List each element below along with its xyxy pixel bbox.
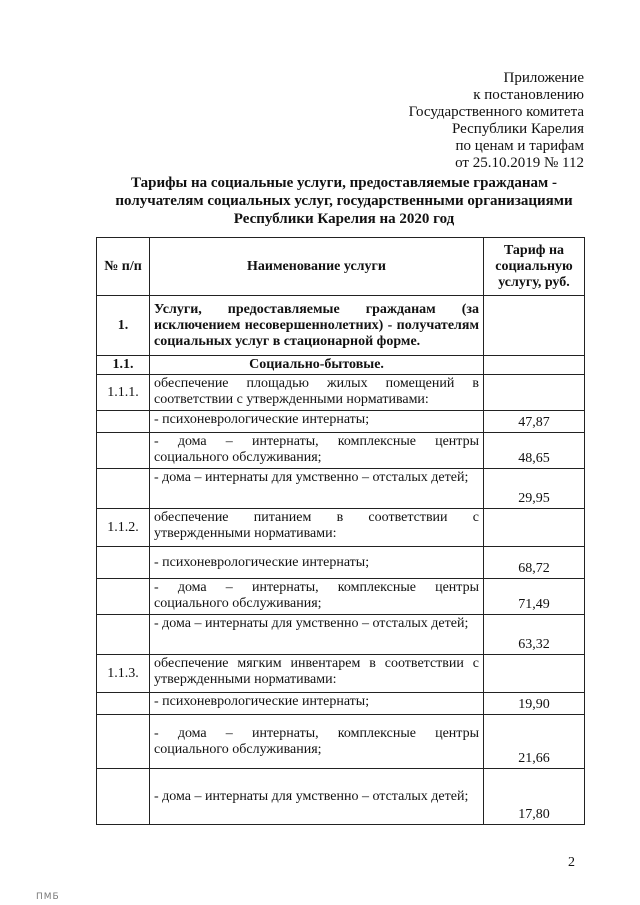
row-number-empty	[97, 433, 150, 469]
item-name: - дома – интернаты, комплексные центры социального обслуживания;	[150, 715, 484, 769]
group-number: 1.1.2.	[97, 509, 150, 547]
row-number-empty	[97, 615, 150, 655]
item-name: - дома – интернаты для умственно – отсталых детей;	[150, 469, 484, 509]
group-name: обеспечение площадью жилых помещений в соответствии с утвержденными нормативами:	[150, 375, 484, 411]
group-tariff-empty	[484, 509, 585, 547]
approval-line: Приложение	[503, 70, 584, 86]
section-row	[97, 296, 585, 356]
group-tariff-empty	[484, 655, 585, 693]
approval-line: от 25.10.2019 № 112	[455, 155, 584, 171]
row-number-empty	[97, 693, 150, 715]
table-row	[97, 693, 585, 715]
page-number: 2	[568, 855, 575, 870]
table-row	[97, 615, 585, 655]
item-tariff: 17,80	[484, 769, 585, 825]
approval-line: Республики Карелия	[451, 121, 584, 137]
item-tariff: 29,95	[484, 469, 585, 509]
item-name: - психоневрологические интернаты;	[150, 547, 484, 579]
row-number-empty	[97, 715, 150, 769]
item-tariff: 47,87	[484, 411, 585, 433]
table-row	[97, 469, 585, 509]
scan-mark: ПМБ	[36, 892, 60, 902]
item-tariff: 63,32	[484, 615, 585, 655]
header-number: № п/п	[97, 238, 150, 296]
table-row	[97, 375, 585, 411]
table-row	[97, 433, 585, 469]
item-tariff: 21,66	[484, 715, 585, 769]
subsection-row	[97, 356, 585, 375]
item-name: - дома – интернаты, комплексные центры социального обслуживания;	[150, 433, 484, 469]
item-name: - дома – интернаты, комплексные центры социального обслуживания;	[150, 579, 484, 615]
title-line: получателям социальных услуг, государственными организациями	[115, 193, 573, 209]
table-row	[97, 547, 585, 579]
table-row	[97, 579, 585, 615]
item-name: - дома – интернаты для умственно – отсталых детей;	[150, 615, 484, 655]
document-title	[80, 174, 608, 228]
approval-line: Государственного комитета	[408, 104, 584, 120]
title-line: Тарифы на социальные услуги, предоставляемые гражданам -	[131, 175, 557, 191]
item-tariff: 68,72	[484, 547, 585, 579]
table-row	[97, 715, 585, 769]
group-number: 1.1.1.	[97, 375, 150, 411]
table-header-row	[97, 238, 585, 296]
group-name: обеспечение питанием в соответствии с утвержденными нормативами:	[150, 509, 484, 547]
section-number: 1.	[97, 296, 150, 356]
subsection-number: 1.1.	[97, 356, 150, 375]
header-service: Наименование услуги	[150, 238, 484, 296]
item-name: - дома – интернаты для умственно – отсталых детей;	[150, 769, 484, 825]
item-name: - психоневрологические интернаты;	[150, 411, 484, 433]
item-name: - психоневрологические интернаты;	[150, 693, 484, 715]
row-number-empty	[97, 469, 150, 509]
row-number-empty	[97, 769, 150, 825]
approval-line: по ценам и тарифам	[455, 138, 584, 154]
approval-stamp	[409, 70, 584, 172]
table-row	[97, 411, 585, 433]
table-row	[97, 655, 585, 693]
section-tariff-empty	[484, 296, 585, 356]
table-row	[97, 509, 585, 547]
row-number-empty	[97, 579, 150, 615]
subsection-name: Социально-бытовые.	[150, 356, 484, 375]
item-tariff: 71,49	[484, 579, 585, 615]
table-row	[97, 769, 585, 825]
row-number-empty	[97, 411, 150, 433]
section-name: Услуги, предоставляемые гражданам (за исключением несовершеннолетних) - получателям социальных услуг в стационарной форме.	[150, 296, 484, 356]
subsection-tariff-empty	[484, 356, 585, 375]
header-tariff: Тариф на социальную услугу, руб.	[484, 238, 585, 296]
row-number-empty	[97, 547, 150, 579]
group-tariff-empty	[484, 375, 585, 411]
item-tariff: 48,65	[484, 433, 585, 469]
tariffs-table	[96, 237, 585, 825]
group-name: обеспечение мягким инвентарем в соответствии с утвержденными нормативами:	[150, 655, 484, 693]
group-number: 1.1.3.	[97, 655, 150, 693]
item-tariff: 19,90	[484, 693, 585, 715]
approval-line: к постановлению	[473, 87, 584, 103]
title-line: Республики Карелия на 2020 год	[233, 211, 455, 227]
